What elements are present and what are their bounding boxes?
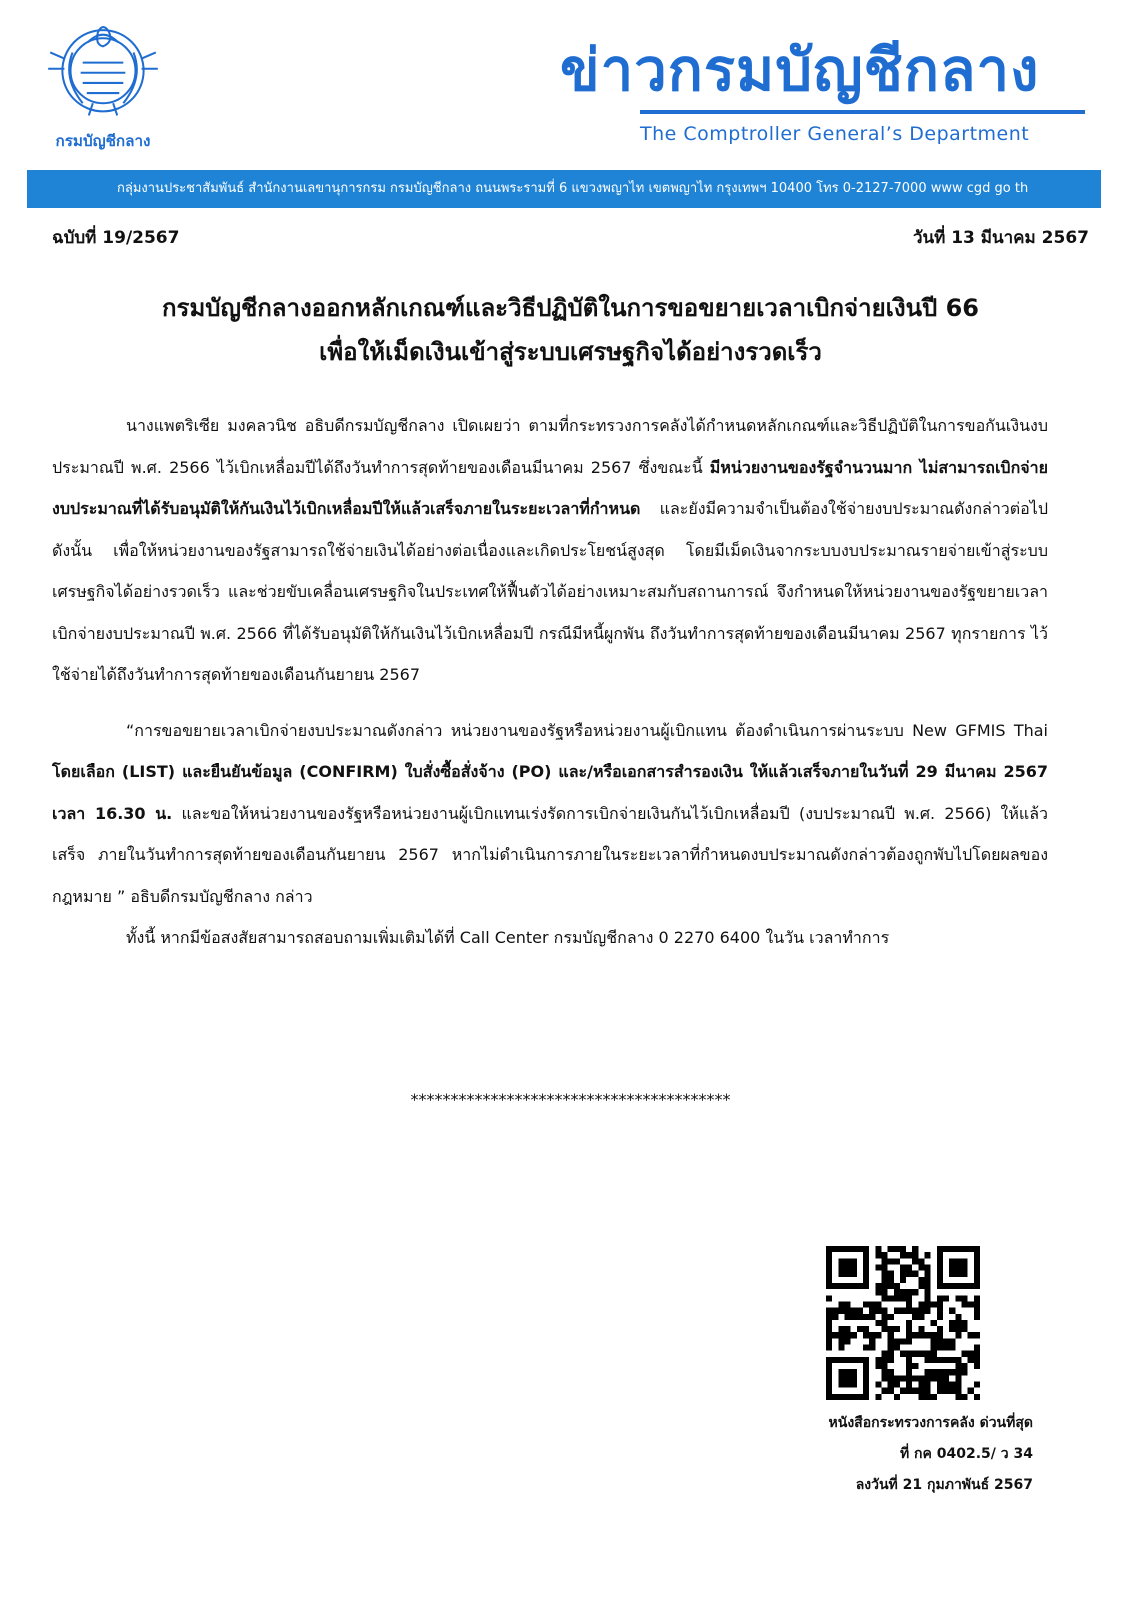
paragraph-3: ทั้งนี้ หากมีข้อสงสัยสามารถสอบถามเพิ่มเติมได้ที่ Call Center กรมบัญชีกลาง 0 2270 6400 ในวัน เวลาทำการ: [126, 928, 890, 947]
headline: [40, 286, 1101, 374]
reference-line-2: ที่ กค 0402.5/ ว 34: [899, 1446, 1033, 1462]
paragraph-2-bold: โดยเลือก (LIST) และยืนยันข้อมูล (CONFIRM) ใบสั่งซื้อสั่งจ้าง (PO) และ/หรือเอกสารสำรองเงิน ให้แล้วเสร็จภายในวันที่ 29 มีนาคม 2567 เวลา 16.30 น.: [52, 762, 1048, 823]
headline-line-2: เพื่อให้เม็ดเงินเข้าสู่ระบบเศรษฐกิจได้อย่างรวดเร็ว: [319, 338, 822, 366]
paragraph-2: [52, 710, 1048, 918]
logo-text: กรมบัญชีกลาง: [55, 131, 151, 150]
paragraph-1-part-a: นางแพตริเซีย มงคลวนิช อธิบดีกรมบัญชีกลาง เปิดเผยว่า ตามที่กระทรวงการคลังได้กำหนดหลักเกณฑ์และวิธีปฏิบัติในการขอกันเงินงบประมาณปี พ.ศ. 2566 ไว้เบิกเหลื่อมปีได้ถึงวันทำการสุดท้ายของเดือนมีนาคม 2567 ซึ่งขณะนี้: [52, 416, 1048, 477]
paragraph-2-part-c: และขอให้หน่วยงานของรัฐหรือหน่วยงานผู้เบิกแทนเร่งรัดการเบิกจ่ายเงินกันไว้เบิกเหลื่อมปี (งบประมาณปี พ.ศ. 2566) ให้แล้วเสร็จ ภายในวันทำการสุดท้ายของเดือนกันยายน 2567 หากไม่ดำเนินการภายในระยะเวลาที่กำหนดงบประมาณดังกล่าวต้องถูกพับไปโดยผลของกฎหมาย ” อธิบดีกรมบัญชีกลาง กล่าว: [52, 803, 1048, 906]
paragraph-2-part-a: “การขอขยายเวลาเบิกจ่ายงบประมาณดังกล่าว หน่วยงานของรัฐหรือหน่วยงานผู้เบิกแทน ต้องดำเนินการผ่านระบบ New GFMIS Thai: [126, 720, 1048, 740]
document-reference: [829, 1408, 1033, 1501]
paragraph-1-bold: มีหน่วยงานของรัฐจำนวนมาก ไม่สามารถเบิกจ่ายงบประมาณที่ได้รับอนุมัติให้กันเงินไว้เบิกเหลื่อมปีให้แล้วเสร็จภายในระยะเวลาที่กำหนด: [52, 457, 1048, 518]
headline-line-1: กรมบัญชีกลางออกหลักเกณฑ์และวิธีปฏิบัติในการขอขยายเวลาเบิกจ่ายเงินปี 66: [162, 294, 979, 322]
paragraph-1: [52, 405, 1048, 696]
issue-date: วันที่ 13 มีนาคม 2567: [912, 228, 1089, 248]
qr-code-icon: [826, 1246, 980, 1400]
masthead: [550, 22, 1090, 182]
contact-banner: [27, 170, 1101, 208]
article-body: [52, 405, 1048, 959]
issue-number: ฉบับที่ 19/2567: [52, 228, 180, 248]
garuda-emblem-icon: [42, 22, 164, 154]
department-logo: [42, 22, 164, 154]
separator: ****************************************: [410, 1090, 731, 1109]
masthead-title: ข่าวกรมบัญชีกลาง: [560, 36, 1040, 104]
masthead-subtitle: The Comptroller General’s Department: [640, 123, 1030, 145]
masthead-rule: [640, 110, 1085, 114]
qr-code: [826, 1246, 980, 1400]
reference-line-1: หนังสือกระทรวงการคลัง ด่วนที่สุด: [828, 1415, 1033, 1431]
paragraph-1-part-c: และยังมีความจำเป็นต้องใช้จ่ายงบประมาณดังกล่าวต่อไป ดังนั้น เพื่อให้หน่วยงานของรัฐสามารถใช้จ่ายเงินได้อย่างต่อเนื่องและเกิดประโยชน์สูงสุด โดยมีเม็ดเงินจากระบบงบประมาณรายจ่ายเข้าสู่ระบบเศรษฐกิจได้อย่างรวดเร็ว และช่วยขับเคลื่อนเศรษฐกิจในประเทศให้ฟื้นตัวได้อย่างเหมาะสมกับสถานการณ์ จึงกำหนดให้หน่วยงานของรัฐขยายเวลาเบิกจ่ายงบประมาณปี พ.ศ. 2566 ที่ได้รับอนุมัติให้กันเงินไว้เบิกเหลื่อมปี กรณีมีหนี้ผูกพัน ถึงวันทำการสุดท้ายของเดือนมีนาคม 2567 ทุกรายการ ไว้ใช้จ่ายได้ถึงวันทำการสุดท้ายของเดือนกันยายน 2567: [52, 499, 1048, 684]
contact-banner-text: กลุ่มงานประชาสัมพันธ์ สำนักงานเลขานุการกรม กรมบัญชีกลาง ถนนพระรามที่ 6 แขวงพญาไท เขตพญาไท กรุงเทพฯ 10400 โทร 0-2127-7000 www cgd go th: [117, 181, 1029, 196]
reference-line-3: ลงวันที่ 21 กุมภาพันธ์ 2567: [855, 1477, 1033, 1493]
